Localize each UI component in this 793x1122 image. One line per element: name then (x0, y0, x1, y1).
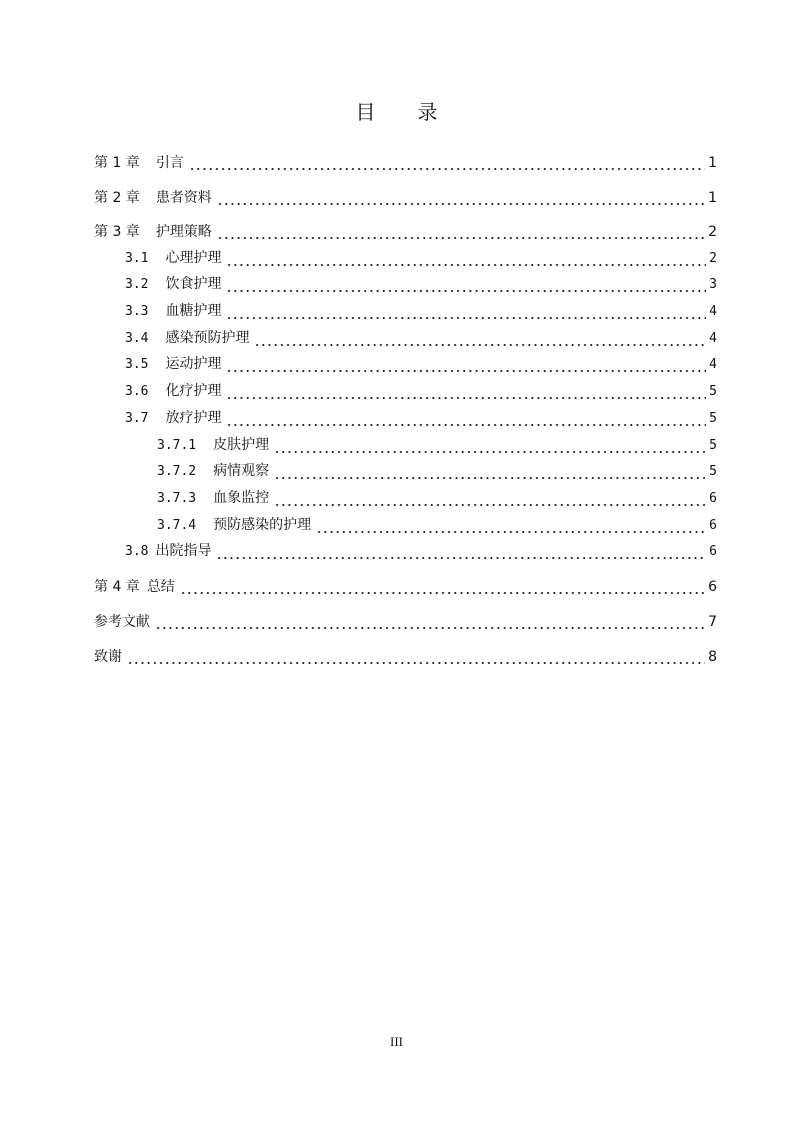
toc-entry-title: 总结 (146, 579, 175, 595)
toc-entry-page: 6 (709, 491, 717, 506)
toc-entry-title: 预防感染的护理 (213, 517, 312, 533)
toc-entry-title: 血糖护理 (165, 303, 222, 319)
toc-entry-page: 5 (709, 411, 717, 426)
toc-entry-chapter-1[interactable] (94, 153, 717, 173)
toc-entry-title: 护理策略 (155, 224, 212, 240)
toc-entry-number: 3.7 (125, 411, 149, 426)
dot-leader (254, 329, 706, 349)
page-number-footer: III (390, 1034, 403, 1049)
toc-entry-page: 4 (709, 304, 717, 319)
dot-leader (217, 222, 705, 242)
dot-leader (274, 462, 706, 482)
toc-entry-section-3-3[interactable] (125, 302, 717, 322)
dot-leader (226, 302, 706, 322)
toc-entry-title: 感染预防护理 (165, 330, 250, 346)
toc-entry-subsection-3-7-4[interactable] (157, 516, 717, 536)
toc-entry-chapter-2[interactable] (94, 188, 717, 208)
toc-entry-number: 第 2 章 (94, 190, 140, 206)
toc-entry-section-3-6[interactable] (125, 382, 717, 402)
dot-leader (127, 647, 705, 667)
toc-entry-number: 第 4 章 (94, 579, 140, 595)
toc-entry-title: 病情观察 (213, 463, 270, 479)
toc-entry-number: 3.8 (125, 544, 149, 559)
dot-leader (226, 409, 706, 429)
toc-entry-number: 3.2 (125, 277, 149, 292)
toc-entry-title: 放疗护理 (165, 410, 222, 426)
toc-entry-title: 参考文献 (94, 614, 150, 630)
dot-leader (274, 489, 706, 509)
toc-entry-number: 3.7.3 (157, 491, 197, 506)
toc-entry-page: 1 (708, 155, 717, 171)
toc-entry-number: 3.7.2 (157, 464, 197, 479)
toc-entry-section-3-2[interactable] (125, 275, 717, 295)
toc-entry-title: 患者资料 (155, 190, 212, 206)
toc-entry-page: 5 (709, 384, 717, 399)
dot-leader (217, 188, 705, 208)
toc-entry-title: 皮肤护理 (213, 437, 270, 453)
toc-entry-title: 致谢 (94, 649, 122, 665)
toc-entry-number: 3.1 (125, 251, 149, 266)
toc-entry-title: 血象监控 (213, 490, 270, 506)
toc-entry-page: 6 (708, 579, 717, 595)
toc-entry-page: 6 (709, 544, 717, 559)
toc-entry-page: 6 (709, 518, 717, 533)
dot-leader (189, 153, 705, 173)
toc-entry-section-3-4[interactable] (125, 329, 717, 349)
toc-entry-page: 1 (708, 190, 717, 206)
toc-entry-page: 8 (708, 649, 717, 665)
toc-entry-number: 第 3 章 (94, 224, 140, 240)
toc-entry-title: 出院指导 (155, 543, 212, 559)
toc-entry-page: 3 (709, 277, 717, 292)
dot-leader (226, 249, 706, 269)
toc-entry-section-3-5[interactable] (125, 355, 717, 375)
toc-title-char-2: 录 (417, 100, 438, 124)
toc-entry-page: 5 (709, 464, 717, 479)
toc-entry-number: 3.7.1 (157, 438, 197, 453)
toc-entry-title: 引言 (155, 155, 184, 171)
toc-entry-page: 4 (709, 331, 717, 346)
toc-entry-title: 运动护理 (165, 356, 222, 372)
toc-entry-number: 3.3 (125, 304, 149, 319)
dot-leader (216, 542, 706, 562)
toc-entry-section-3-7[interactable] (125, 409, 717, 429)
dot-leader (226, 382, 706, 402)
toc-entry-number: 3.4 (125, 331, 149, 346)
toc-entry-title: 饮食护理 (165, 276, 222, 292)
toc-entry-page: 2 (709, 251, 717, 266)
toc-entry-chapter-3[interactable] (94, 222, 717, 242)
toc-entry-section-3-1[interactable] (125, 249, 717, 269)
toc-entry-number: 3.6 (125, 384, 149, 399)
dot-leader (274, 436, 706, 456)
toc-entry-subsection-3-7-1[interactable] (157, 436, 717, 456)
toc-entry-page: 7 (708, 614, 717, 630)
toc-entry-number: 第 1 章 (94, 155, 140, 171)
dot-leader (180, 577, 705, 597)
toc-entry-references[interactable] (94, 612, 717, 632)
toc-entry-subsection-3-7-3[interactable] (157, 489, 717, 509)
toc-entry-page: 2 (708, 224, 717, 240)
toc-title-char-1: 目 (355, 100, 376, 124)
toc-entry-page: 5 (709, 438, 717, 453)
toc-entry-number: 3.7.4 (157, 518, 197, 533)
toc-entry-section-3-8[interactable] (125, 542, 717, 562)
toc-entry-title: 化疗护理 (165, 383, 222, 399)
toc-title (0, 96, 793, 125)
dot-leader (155, 612, 705, 632)
toc-entry-subsection-3-7-2[interactable] (157, 462, 717, 482)
dot-leader (226, 355, 706, 375)
toc-entry-acknowledgements[interactable] (94, 647, 717, 667)
dot-leader (226, 275, 706, 295)
toc-entry-chapter-4[interactable] (94, 577, 717, 597)
toc-entry-page: 4 (709, 357, 717, 372)
toc-entry-title: 心理护理 (165, 250, 222, 266)
dot-leader (316, 516, 706, 536)
toc-entry-number: 3.5 (125, 357, 149, 372)
